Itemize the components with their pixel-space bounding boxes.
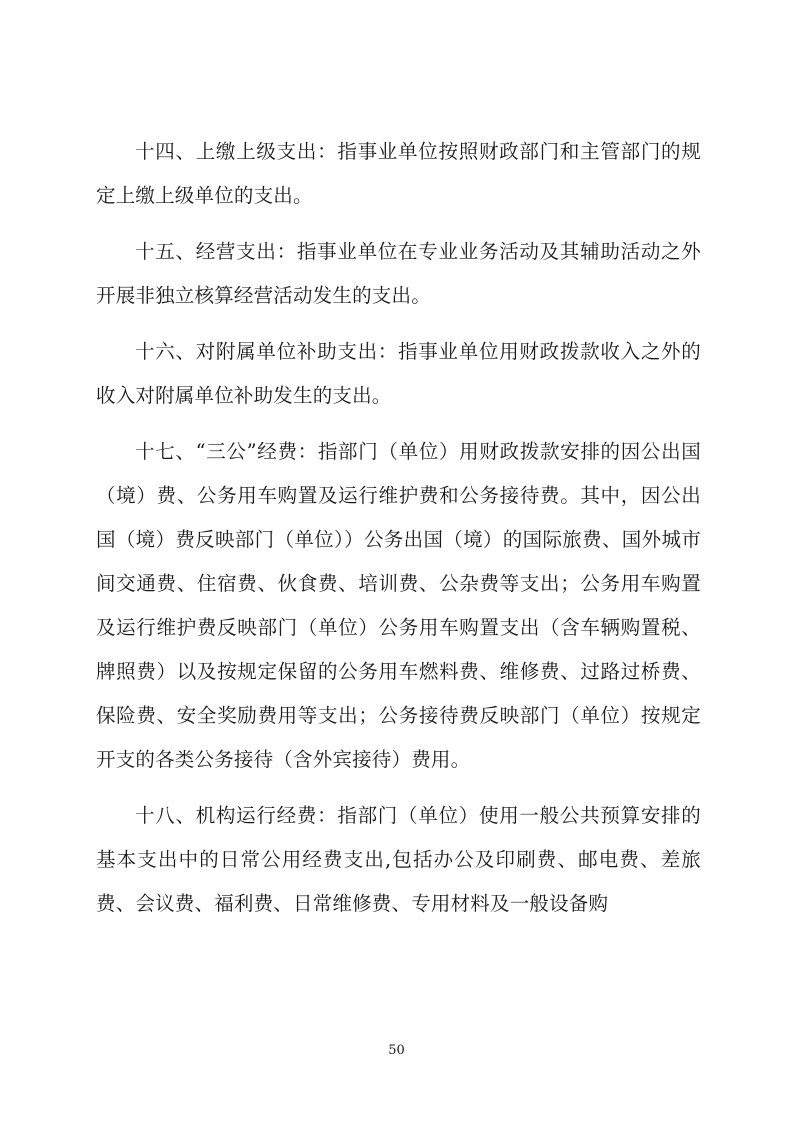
paragraph-18: 十八、机构运行经费：指部门（单位）使用一般公共预算安排的基本支出中的日常公用经费支出,包括办公及印刷费、邮电费、差旅费、会议费、福利费、日常维修费、专用材料及一般设备购 [96, 804, 701, 915]
paragraph-16: 十六、对附属单位补助支出：指事业单位用财政拨款收入之外的收入对附属单位补助发生的支出。 [96, 340, 701, 407]
paragraph-14: 十四、上缴上级支出：指事业单位按照财政部门和主管部门的规定上缴上级单位的支出。 [96, 140, 701, 207]
paragraph-15: 十五、经营支出：指事业单位在专业业务活动及其辅助活动之外开展非独立核算经营活动发生的支出。 [96, 240, 701, 307]
paragraph-17: 十七、“三公”经费：指部门（单位）用财政拨款安排的因公出国（境）费、公务用车购置及运行维护费和公务接待费。其中，因公出国（境）费反映部门（单位））公务出国（境）的国际旅费、国外城市间交通费、住宿费、伙食费、培训费、公杂费等支出；公务用车购置及运行维护费反映部门（单位）公务用车购置支出（含车辆购置税、牌照费）以及按规定保留的公务用车燃料费、维修费、过路过桥费、保险费、安全奖励费用等支出；公务接待费反映部门（单位）按规定开支的各类公务接待（含外宾接待）费用。 [96, 440, 701, 771]
page-number: 50 [388, 1043, 405, 1058]
document-body [96, 130, 701, 926]
